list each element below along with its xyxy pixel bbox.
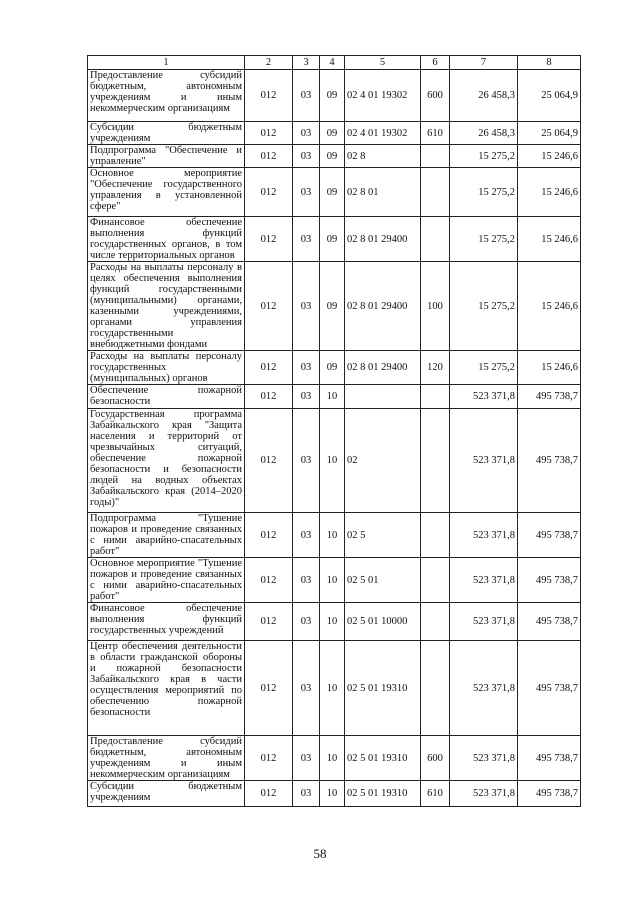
cell-c2: 012 bbox=[245, 168, 293, 217]
cell-c4: 09 bbox=[320, 168, 345, 217]
page-number: 58 bbox=[313, 846, 327, 861]
cell-c5: 02 5 01 19310 bbox=[345, 736, 421, 781]
cell-c3: 03 bbox=[293, 70, 320, 122]
cell-c5 bbox=[345, 385, 421, 409]
column-header: 5 bbox=[345, 56, 421, 70]
cell-c8: 495 738,7 bbox=[518, 641, 581, 736]
cell-c2: 012 bbox=[245, 145, 293, 168]
column-header: 3 bbox=[293, 56, 320, 70]
cell-c3: 03 bbox=[293, 351, 320, 385]
cell-c3: 03 bbox=[293, 781, 320, 807]
cell-c7: 523 371,8 bbox=[450, 641, 518, 736]
cell-c3: 03 bbox=[293, 558, 320, 603]
cell-c8: 25 064,9 bbox=[518, 70, 581, 122]
cell-c6: 610 bbox=[421, 122, 450, 145]
row-description: Обеспечение пожарной безопасности bbox=[88, 385, 245, 409]
row-description: Подпрограмма "Обеспечение и управление" bbox=[88, 145, 245, 168]
cell-c6: 610 bbox=[421, 781, 450, 807]
cell-c7: 26 458,3 bbox=[450, 70, 518, 122]
cell-c7: 26 458,3 bbox=[450, 122, 518, 145]
cell-c7: 523 371,8 bbox=[450, 781, 518, 807]
cell-c7: 523 371,8 bbox=[450, 513, 518, 558]
cell-c5: 02 4 01 19302 bbox=[345, 70, 421, 122]
cell-c2: 012 bbox=[245, 736, 293, 781]
cell-c6 bbox=[421, 168, 450, 217]
cell-c8: 495 738,7 bbox=[518, 513, 581, 558]
cell-c8: 495 738,7 bbox=[518, 385, 581, 409]
cell-c4: 10 bbox=[320, 641, 345, 736]
row-description: Подпрограмма "Тушение пожаров и проведение связанных с ними аварийно-спасательных работ" bbox=[88, 513, 245, 558]
cell-c3: 03 bbox=[293, 168, 320, 217]
cell-c5: 02 5 01 bbox=[345, 558, 421, 603]
cell-c2: 012 bbox=[245, 70, 293, 122]
table-row bbox=[88, 513, 581, 558]
cell-c2: 012 bbox=[245, 409, 293, 513]
cell-c8: 15 246,6 bbox=[518, 351, 581, 385]
cell-c8: 15 246,6 bbox=[518, 217, 581, 262]
cell-c7: 15 275,2 bbox=[450, 217, 518, 262]
table-row bbox=[88, 603, 581, 641]
table-row bbox=[88, 145, 581, 168]
row-description: Субсидии бюджетным учреждениям bbox=[88, 781, 245, 807]
cell-c6 bbox=[421, 558, 450, 603]
column-header: 4 bbox=[320, 56, 345, 70]
cell-c2: 012 bbox=[245, 781, 293, 807]
column-header: 7 bbox=[450, 56, 518, 70]
cell-c8: 495 738,7 bbox=[518, 736, 581, 781]
table-row bbox=[88, 351, 581, 385]
cell-c5: 02 4 01 19302 bbox=[345, 122, 421, 145]
cell-c5: 02 bbox=[345, 409, 421, 513]
cell-c5: 02 5 01 19310 bbox=[345, 641, 421, 736]
column-header: 2 bbox=[245, 56, 293, 70]
table-row bbox=[88, 558, 581, 603]
row-description: Предоставление субсидий бюджетным, автономным учреждениям и иным некоммерческим организациям bbox=[88, 70, 245, 122]
cell-c5: 02 8 01 29400 bbox=[345, 351, 421, 385]
cell-c8: 15 246,6 bbox=[518, 168, 581, 217]
cell-c2: 012 bbox=[245, 351, 293, 385]
row-description: Предоставление субсидий бюджетным, автономным учреждениям и иным некоммерческим организациям bbox=[88, 736, 245, 781]
table-row bbox=[88, 385, 581, 409]
cell-c2: 012 bbox=[245, 217, 293, 262]
cell-c5: 02 8 01 29400 bbox=[345, 262, 421, 351]
cell-c7: 15 275,2 bbox=[450, 168, 518, 217]
row-description: Финансовое обеспечение выполнения функций государственных учреждений bbox=[88, 603, 245, 641]
cell-c6 bbox=[421, 409, 450, 513]
cell-c5: 02 5 01 10000 bbox=[345, 603, 421, 641]
cell-c2: 012 bbox=[245, 513, 293, 558]
row-description: Государственная программа Забайкальского края "Защита населения и территорий от чрезвычайных ситуаций, обеспечение пожарной безопасности и безопасности людей на водных объектах Забайкальского края (2014–2020 годы)" bbox=[88, 409, 245, 513]
header-row bbox=[88, 56, 581, 70]
cell-c4: 10 bbox=[320, 736, 345, 781]
cell-c4: 09 bbox=[320, 145, 345, 168]
cell-c4: 09 bbox=[320, 262, 345, 351]
table-row bbox=[88, 781, 581, 807]
cell-c6 bbox=[421, 145, 450, 168]
cell-c2: 012 bbox=[245, 603, 293, 641]
column-header: 1 bbox=[88, 56, 245, 70]
column-header: 6 bbox=[421, 56, 450, 70]
cell-c3: 03 bbox=[293, 145, 320, 168]
table-row bbox=[88, 168, 581, 217]
cell-c7: 15 275,2 bbox=[450, 262, 518, 351]
row-description: Финансовое обеспечение выполнения функций государственных органов, в том числе территориальных органов bbox=[88, 217, 245, 262]
cell-c7: 523 371,8 bbox=[450, 558, 518, 603]
cell-c4: 10 bbox=[320, 781, 345, 807]
cell-c6: 120 bbox=[421, 351, 450, 385]
cell-c4: 10 bbox=[320, 513, 345, 558]
cell-c3: 03 bbox=[293, 409, 320, 513]
cell-c5: 02 8 01 bbox=[345, 168, 421, 217]
cell-c2: 012 bbox=[245, 641, 293, 736]
cell-c6 bbox=[421, 641, 450, 736]
row-description: Центр обеспечения деятельности в области гражданской обороны и пожарной безопасности Забайкальского края в части осуществления мероприятий по обеспечению пожарной безопасности bbox=[88, 641, 245, 736]
cell-c7: 15 275,2 bbox=[450, 351, 518, 385]
table-row bbox=[88, 409, 581, 513]
cell-c6 bbox=[421, 385, 450, 409]
cell-c6: 600 bbox=[421, 736, 450, 781]
cell-c3: 03 bbox=[293, 262, 320, 351]
cell-c7: 523 371,8 bbox=[450, 736, 518, 781]
table-row bbox=[88, 70, 581, 122]
cell-c4: 09 bbox=[320, 122, 345, 145]
cell-c8: 15 246,6 bbox=[518, 262, 581, 351]
cell-c5: 02 5 bbox=[345, 513, 421, 558]
cell-c4: 10 bbox=[320, 409, 345, 513]
cell-c6: 600 bbox=[421, 70, 450, 122]
cell-c7: 523 371,8 bbox=[450, 603, 518, 641]
cell-c4: 09 bbox=[320, 217, 345, 262]
cell-c3: 03 bbox=[293, 736, 320, 781]
cell-c5: 02 5 01 19310 bbox=[345, 781, 421, 807]
cell-c6 bbox=[421, 217, 450, 262]
cell-c5: 02 8 01 29400 bbox=[345, 217, 421, 262]
cell-c3: 03 bbox=[293, 385, 320, 409]
budget-table bbox=[87, 55, 581, 807]
cell-c8: 15 246,6 bbox=[518, 145, 581, 168]
cell-c2: 012 bbox=[245, 385, 293, 409]
table-row bbox=[88, 122, 581, 145]
cell-c2: 012 bbox=[245, 122, 293, 145]
cell-c6: 100 bbox=[421, 262, 450, 351]
cell-c6 bbox=[421, 513, 450, 558]
cell-c2: 012 bbox=[245, 262, 293, 351]
cell-c4: 09 bbox=[320, 351, 345, 385]
cell-c8: 495 738,7 bbox=[518, 558, 581, 603]
cell-c5: 02 8 bbox=[345, 145, 421, 168]
cell-c3: 03 bbox=[293, 122, 320, 145]
table-row bbox=[88, 262, 581, 351]
column-header: 8 bbox=[518, 56, 581, 70]
table-row bbox=[88, 736, 581, 781]
cell-c3: 03 bbox=[293, 641, 320, 736]
cell-c6 bbox=[421, 603, 450, 641]
cell-c3: 03 bbox=[293, 603, 320, 641]
row-description: Основное мероприятие "Обеспечение государственного управления в установленной сфере" bbox=[88, 168, 245, 217]
cell-c7: 523 371,8 bbox=[450, 385, 518, 409]
cell-c4: 10 bbox=[320, 558, 345, 603]
table-row bbox=[88, 641, 581, 736]
cell-c3: 03 bbox=[293, 217, 320, 262]
cell-c3: 03 bbox=[293, 513, 320, 558]
cell-c4: 10 bbox=[320, 603, 345, 641]
table-row bbox=[88, 217, 581, 262]
cell-c8: 495 738,7 bbox=[518, 781, 581, 807]
cell-c4: 09 bbox=[320, 70, 345, 122]
cell-c2: 012 bbox=[245, 558, 293, 603]
cell-c8: 25 064,9 bbox=[518, 122, 581, 145]
row-description: Расходы на выплаты персоналу в целях обеспечения выполнения функций государственными (муниципальными) органами, казенными учреждениями, органами управления государственными внебюджетными фондами bbox=[88, 262, 245, 351]
cell-c8: 495 738,7 bbox=[518, 603, 581, 641]
row-description: Основное мероприятие "Тушение пожаров и проведение связанных с ними аварийно-спасательных работ" bbox=[88, 558, 245, 603]
cell-c8: 495 738,7 bbox=[518, 409, 581, 513]
row-description: Расходы на выплаты персоналу государственных (муниципальных) органов bbox=[88, 351, 245, 385]
cell-c7: 15 275,2 bbox=[450, 145, 518, 168]
cell-c7: 523 371,8 bbox=[450, 409, 518, 513]
cell-c4: 10 bbox=[320, 385, 345, 409]
row-description: Субсидии бюджетным учреждениям bbox=[88, 122, 245, 145]
